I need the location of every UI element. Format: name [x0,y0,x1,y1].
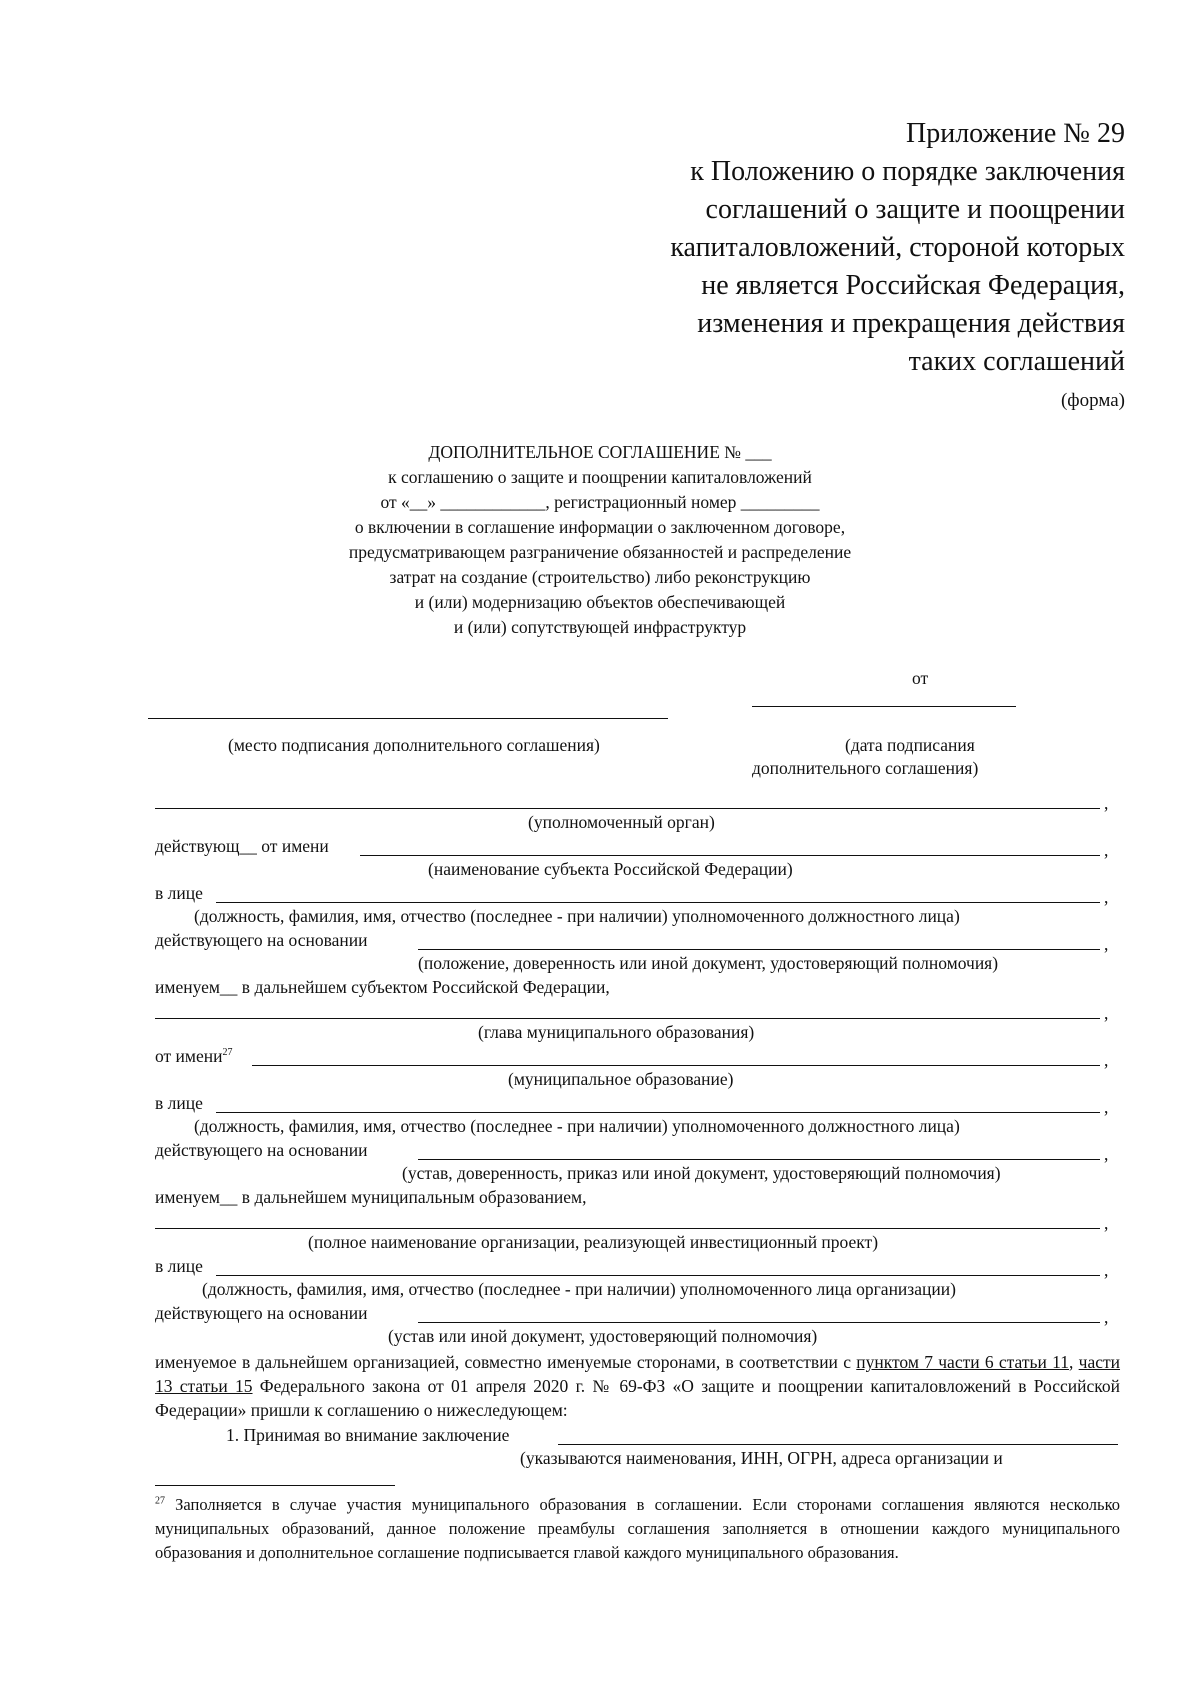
footnote [155,1493,1120,1565]
preamble-text: , [1068,1352,1079,1372]
comma: , [1104,934,1109,954]
appendix-line: к Положению о порядке заключения [690,156,1125,187]
caption-official-person: (должность, фамилия, имя, отчество (последнее - при наличии) уполномоченного должностного лица) [194,906,960,926]
title-line: о включении в соглашение информации о заключенном договоре, [354,517,846,537]
from-word: от [912,668,929,688]
footnote-text: Заполняется в случае участия муниципального образования в соглашении. Если сторонами соглашения являются несколько муниципальных образований, данное положение преамбулы соглашения заполняется в отношении каждого муниципального образования и дополнительное соглашение подписывается главой каждого муниципального образования. [155,1495,1120,1562]
date-caption: (дата подписания [845,735,975,755]
appendix-line: не является Российская Федерация, [701,270,1125,301]
place-caption: (место подписания дополнительного соглашения) [228,735,600,755]
footnote-divider [155,1485,395,1486]
acting-on-behalf-label: действующ__ от имени [155,836,329,856]
comma: , [1104,793,1109,813]
official-person-field[interactable] [216,902,1100,903]
caption-municipality: (муниципальное образование) [508,1069,734,1089]
municipality-field[interactable] [252,1065,1100,1066]
basis-label: действующего на основании [155,930,368,950]
title-line: и (или) сопутствующей инфраструктур [453,617,747,637]
conclusion-field[interactable] [558,1444,1118,1445]
in-person-label: в лице [155,1093,203,1113]
basis-label: действующего на основании [155,1140,368,1160]
law-link[interactable]: пунктом 7 части 6 статьи 11 [856,1352,1069,1372]
form-label: (форма) [1060,390,1125,411]
authority-basis-field[interactable] [418,1322,1100,1323]
organization-name-field[interactable] [155,1228,1100,1229]
municipal-head-field[interactable] [155,1018,1100,1019]
signing-date-field[interactable] [752,706,1016,707]
on-behalf-label [155,1046,232,1067]
authority-basis-field[interactable] [418,1159,1100,1160]
appendix-line: таких соглашений [908,346,1125,377]
authority-basis-field[interactable] [418,949,1100,950]
comma: , [1104,1050,1109,1070]
preamble-text: Федерального закона от 01 апреля 2020 г. № 69-ФЗ «О защите и поощрении капиталовложений в Российской Федерации» пришли к соглашению о нижеследующем: [155,1376,1120,1420]
title-line: и (или) модернизацию объектов обеспечивающей [414,592,786,612]
in-person-label: в лице [155,883,203,903]
item-1-label: 1. Принимая во внимание заключение [226,1425,510,1445]
appendix-header [425,115,1125,381]
named-as-text: именуем__ в дальнейшем субъектом Российской Федерации, [155,977,610,997]
caption-representative: (должность, фамилия, имя, отчество (последнее - при наличии) уполномоченного лица организации) [202,1279,956,1299]
caption-authority-basis: (положение, доверенность или иной документ, удостоверяющий полномочия) [418,953,999,973]
title-line: предусматривающем разграничение обязанностей и распределение [348,542,852,562]
appendix-line: соглашений о защите и поощрении [705,194,1125,225]
authorized-body-field[interactable] [155,808,1100,809]
official-person-field[interactable] [216,1112,1100,1113]
caption-organization-name: (полное наименование организации, реализующей инвестиционный проект) [308,1232,879,1252]
document-title [300,440,900,640]
representative-field[interactable] [216,1275,1100,1276]
in-person-label: в лице [155,1256,203,1276]
comma: , [1104,1260,1109,1280]
footnote-reference[interactable]: 27 [222,1047,233,1059]
preamble-paragraph [155,1350,1120,1422]
federal-subject-field[interactable] [360,855,1100,856]
comma: , [1104,1307,1109,1327]
comma: , [1104,840,1109,860]
date-caption: дополнительного соглашения) [752,758,979,778]
caption-municipal-head: (глава муниципального образования) [478,1022,755,1042]
appendix-line: изменения и прекращения действия [697,308,1125,339]
title-line: от «__» ____________, регистрационный номер _________ [380,492,820,512]
named-as-text: именуем__ в дальнейшем муниципальным образованием, [155,1187,587,1207]
preamble-text: именуемое в дальнейшем организацией, совместно именуемые сторонами, в соответствии с [155,1352,857,1372]
law-link[interactable]: части 13 статьи 15 [155,1352,1121,1396]
title-line: затрат на создание (строительство) либо реконструкцию [389,567,811,587]
basis-label: действующего на основании [155,1303,368,1323]
comma: , [1104,1097,1109,1117]
comma: , [1104,1003,1109,1023]
footnote-number: 27 [155,1495,165,1507]
comma: , [1104,1144,1109,1164]
appendix-line: Приложение № 29 [906,118,1125,149]
comma: , [1104,1213,1109,1233]
signing-place-field[interactable] [148,718,668,719]
caption-federal-subject: (наименование субъекта Российской Федерации) [428,859,793,879]
caption-authorized-body: (уполномоченный орган) [528,812,715,832]
comma: , [1104,887,1109,907]
caption-authority-basis: (устав, доверенность, приказ или иной документ, удостоверяющий полномочия) [402,1163,1001,1183]
appendix-line: капиталовложений, стороной которых [670,232,1125,263]
caption-authority-basis: (устав или иной документ, удостоверяющий полномочия) [388,1326,818,1346]
on-behalf-text: от имени [155,1046,223,1066]
caption-conclusion: (указываются наименования, ИНН, ОГРН, адреса организации и [520,1448,1003,1468]
caption-official-person: (должность, фамилия, имя, отчество (последнее - при наличии) уполномоченного должностного лица) [194,1116,960,1136]
title-line: ДОПОЛНИТЕЛЬНОЕ СОГЛАШЕНИЕ № ___ [428,442,772,462]
title-line: к соглашению о защите и поощрении капиталовложений [388,467,812,487]
